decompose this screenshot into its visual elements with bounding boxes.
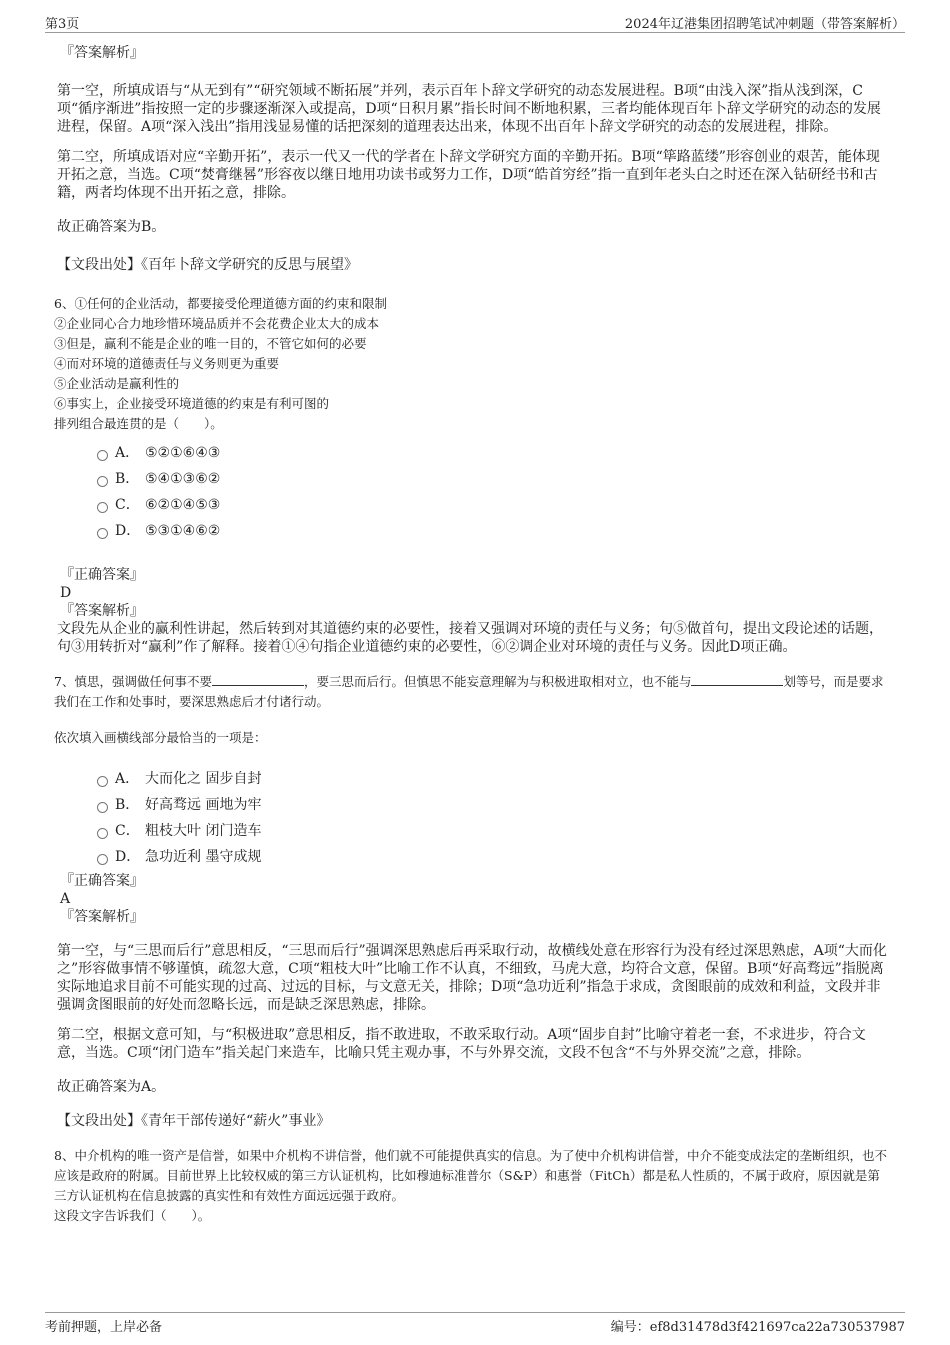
- q7-analysis-para3: 故正确答案为A。: [57, 1079, 166, 1095]
- q6-option-b[interactable]: B． ⑤④①③⑥②: [57, 468, 892, 494]
- q6-line: ③但是，赢利不能是企业的唯一目的，不管它如何的必要: [54, 336, 367, 351]
- q7-analysis-para1: 第一空，与“三思而后行”意思相反，“三思而后行”强调深思熟虑后再采取行动，故横线处意在形容行为没有经过深思熟虑，A项“大而化之”形容做事情不够谨慎，疏忽大意，C项“粗枝大叶”比喻工作不认真，不细致，马虎大意，均符合文意，保留。B项“好高骛远”指脱离实际地追求目前不可能实现的过高、过远的目标，与文意无关，排除；D项“急功近利”指急于求成，贪图眼前的成效和利益，文段并非强调贪图眼前的好处而忽略长远，而是缺乏深思熟虑，排除。: [57, 943, 887, 1013]
- q7-analysis-para2: 第二空，根据文意可知，与“积极进取”意思相反，指不敢进取，不敢采取行动。A项“固步自封”比喻守着老一套，不求进步，符合文意，当选。C项“闭门造车”指关起门来造车，比喻只凭主观办事，不与外界交流，文段不包含“不与外界交流”之意，排除。: [57, 1027, 866, 1061]
- q7-correct-answer: A: [60, 891, 71, 907]
- q6-line: ④而对环境的道德责任与义务则更为重要: [54, 356, 280, 371]
- page-number: 第3页: [45, 17, 80, 32]
- question-8: [54, 1146, 892, 1226]
- q8-stem: 8、中介机构的唯一资产是信誉，如果中介机构不讲信誉，他们就不可能提供真实的信息。为了使中介机构讲信誉，中介不能变成法定的垄断组织，也不应该是政府的附属。目前世界上比较权威的第三方认证机构，比如穆迪标准普尔（S&P）和惠誉（FitCh）都是私人性质的，不属于政府，原因就是第三方认证机构在信息披露的真实性和有效性方面远远强于政府。: [54, 1148, 887, 1203]
- q5-analysis-label: 『答案解析』: [60, 45, 144, 61]
- q7-option-a[interactable]: A． 大而化之 固步自封: [57, 768, 892, 794]
- q5-source: 【文段出处】《百年卜辞文学研究的反思与展望》: [57, 257, 358, 273]
- page-header: [45, 10, 905, 33]
- q6-line: ⑥事实上，企业接受环境道德的约束是有利可图的: [54, 396, 330, 411]
- q7-analysis-label: 『答案解析』: [60, 909, 144, 925]
- q7-option-b[interactable]: B． 好高骛远 画地为牢: [57, 794, 892, 820]
- page-footer: [45, 1312, 905, 1338]
- radio-icon[interactable]: [97, 502, 108, 513]
- q5-analysis-para1: 第一空，所填成语与“从无到有”“研究领域不断拓展”并列，表示百年卜辞文学研究的动态发展进程。B项“由浅入深”指从浅到深，C项“循序渐进”指按照一定的步骤逐渐深入或提高，D项“日积月累”指长时间不断地积累，三者均能体现百年卜辞文学研究的动态的发展进程，保留。A项“深入浅出”指用浅显易懂的话把深刻的道理表达出来，体现不出百年卜辞文学研究的动态的发展进程，排除。: [57, 83, 881, 135]
- q6-option-c[interactable]: C． ⑥②①④⑤③: [57, 494, 892, 520]
- q6-analysis: 文段先从企业的赢利性讲起，然后转到对其道德约束的必要性，接着又强调对环境的责任与义务；句⑤做首句，提出文段论述的话题，句③用转折对“赢利”作了解释。接着①④句指企业道德约束的必要性，⑥②调企业对环境的责任与义务。因此D项正确。: [57, 621, 883, 655]
- radio-icon[interactable]: [97, 450, 108, 461]
- question-6: [54, 294, 892, 656]
- q7-option-d[interactable]: D． 急功近利 墨守成规: [57, 846, 892, 872]
- q6-line: 6、①任何的企业活动，都要接受伦理道德方面的约束和限制: [54, 296, 387, 311]
- radio-icon[interactable]: [97, 528, 108, 539]
- q6-correct-answer: D: [60, 585, 72, 601]
- q6-line: ⑤企业活动是赢利性的: [54, 376, 180, 391]
- q6-option-a[interactable]: A． ⑤②①⑥④③: [57, 442, 892, 468]
- q6-line: ②企业同心合力地珍惜环境品质并不会花费企业太大的成本: [54, 316, 380, 331]
- footer-slogan: 考前押题，上岸必备: [45, 1320, 163, 1335]
- q7-source: 【文段出处】《青年干部传递好“薪火”事业》: [57, 1113, 331, 1129]
- q5-analysis-para2: 第二空，所填成语对应“辛勤开拓”，表示一代又一代的学者在卜辞文学研究方面的辛勤开拓。B项“筚路蓝缕”形容创业的艰苦，能体现开拓之意，当选。C项“焚膏继晷”形容夜以继日地用功读书或努力工作，D项“皓首穷经”指一直到年老头白之时还在深入钻研经书和古籍，两者均体现不出开拓之意，排除。: [57, 149, 880, 201]
- radio-icon[interactable]: [97, 854, 108, 865]
- q7-correct-label: 『正确答案』: [60, 873, 144, 889]
- q7-option-c[interactable]: C． 粗枝大叶 闭门造车: [57, 820, 892, 846]
- q8-prompt: 这段文字告诉我们（ ）。: [54, 1208, 211, 1223]
- q5-analysis-para3: 故正确答案为B。: [57, 219, 166, 235]
- q6-analysis-label: 『答案解析』: [60, 603, 144, 619]
- document-code: 编号：ef8d31478d3f421697ca22a730537987: [610, 1320, 905, 1335]
- q6-option-d[interactable]: D． ⑤③①④⑥②: [57, 520, 892, 546]
- document-body: [54, 44, 892, 1226]
- q6-correct-label: 『正确答案』: [60, 567, 144, 583]
- document-title: 2024年辽港集团招聘笔试冲刺题（带答案解析）: [624, 17, 905, 32]
- blank-1: [212, 673, 304, 686]
- q6-prompt: 排列组合最连贯的是（ ）。: [54, 416, 223, 431]
- question-7: [54, 672, 892, 1130]
- radio-icon[interactable]: [97, 828, 108, 839]
- q7-prompt: 依次填入画横线部分最恰当的一项是：: [54, 730, 267, 745]
- radio-icon[interactable]: [97, 776, 108, 787]
- radio-icon[interactable]: [97, 802, 108, 813]
- radio-icon[interactable]: [97, 476, 108, 487]
- blank-2: [691, 673, 783, 686]
- q7-stem: 7、慎思，强调做任何事不要 ，要三思而后行。但慎思不能妄意理解为与积极进取相对立，也不能与 划等号，而是要求我们在工作和处事时，要深思熟虑后才付诸行动。: [54, 674, 884, 709]
